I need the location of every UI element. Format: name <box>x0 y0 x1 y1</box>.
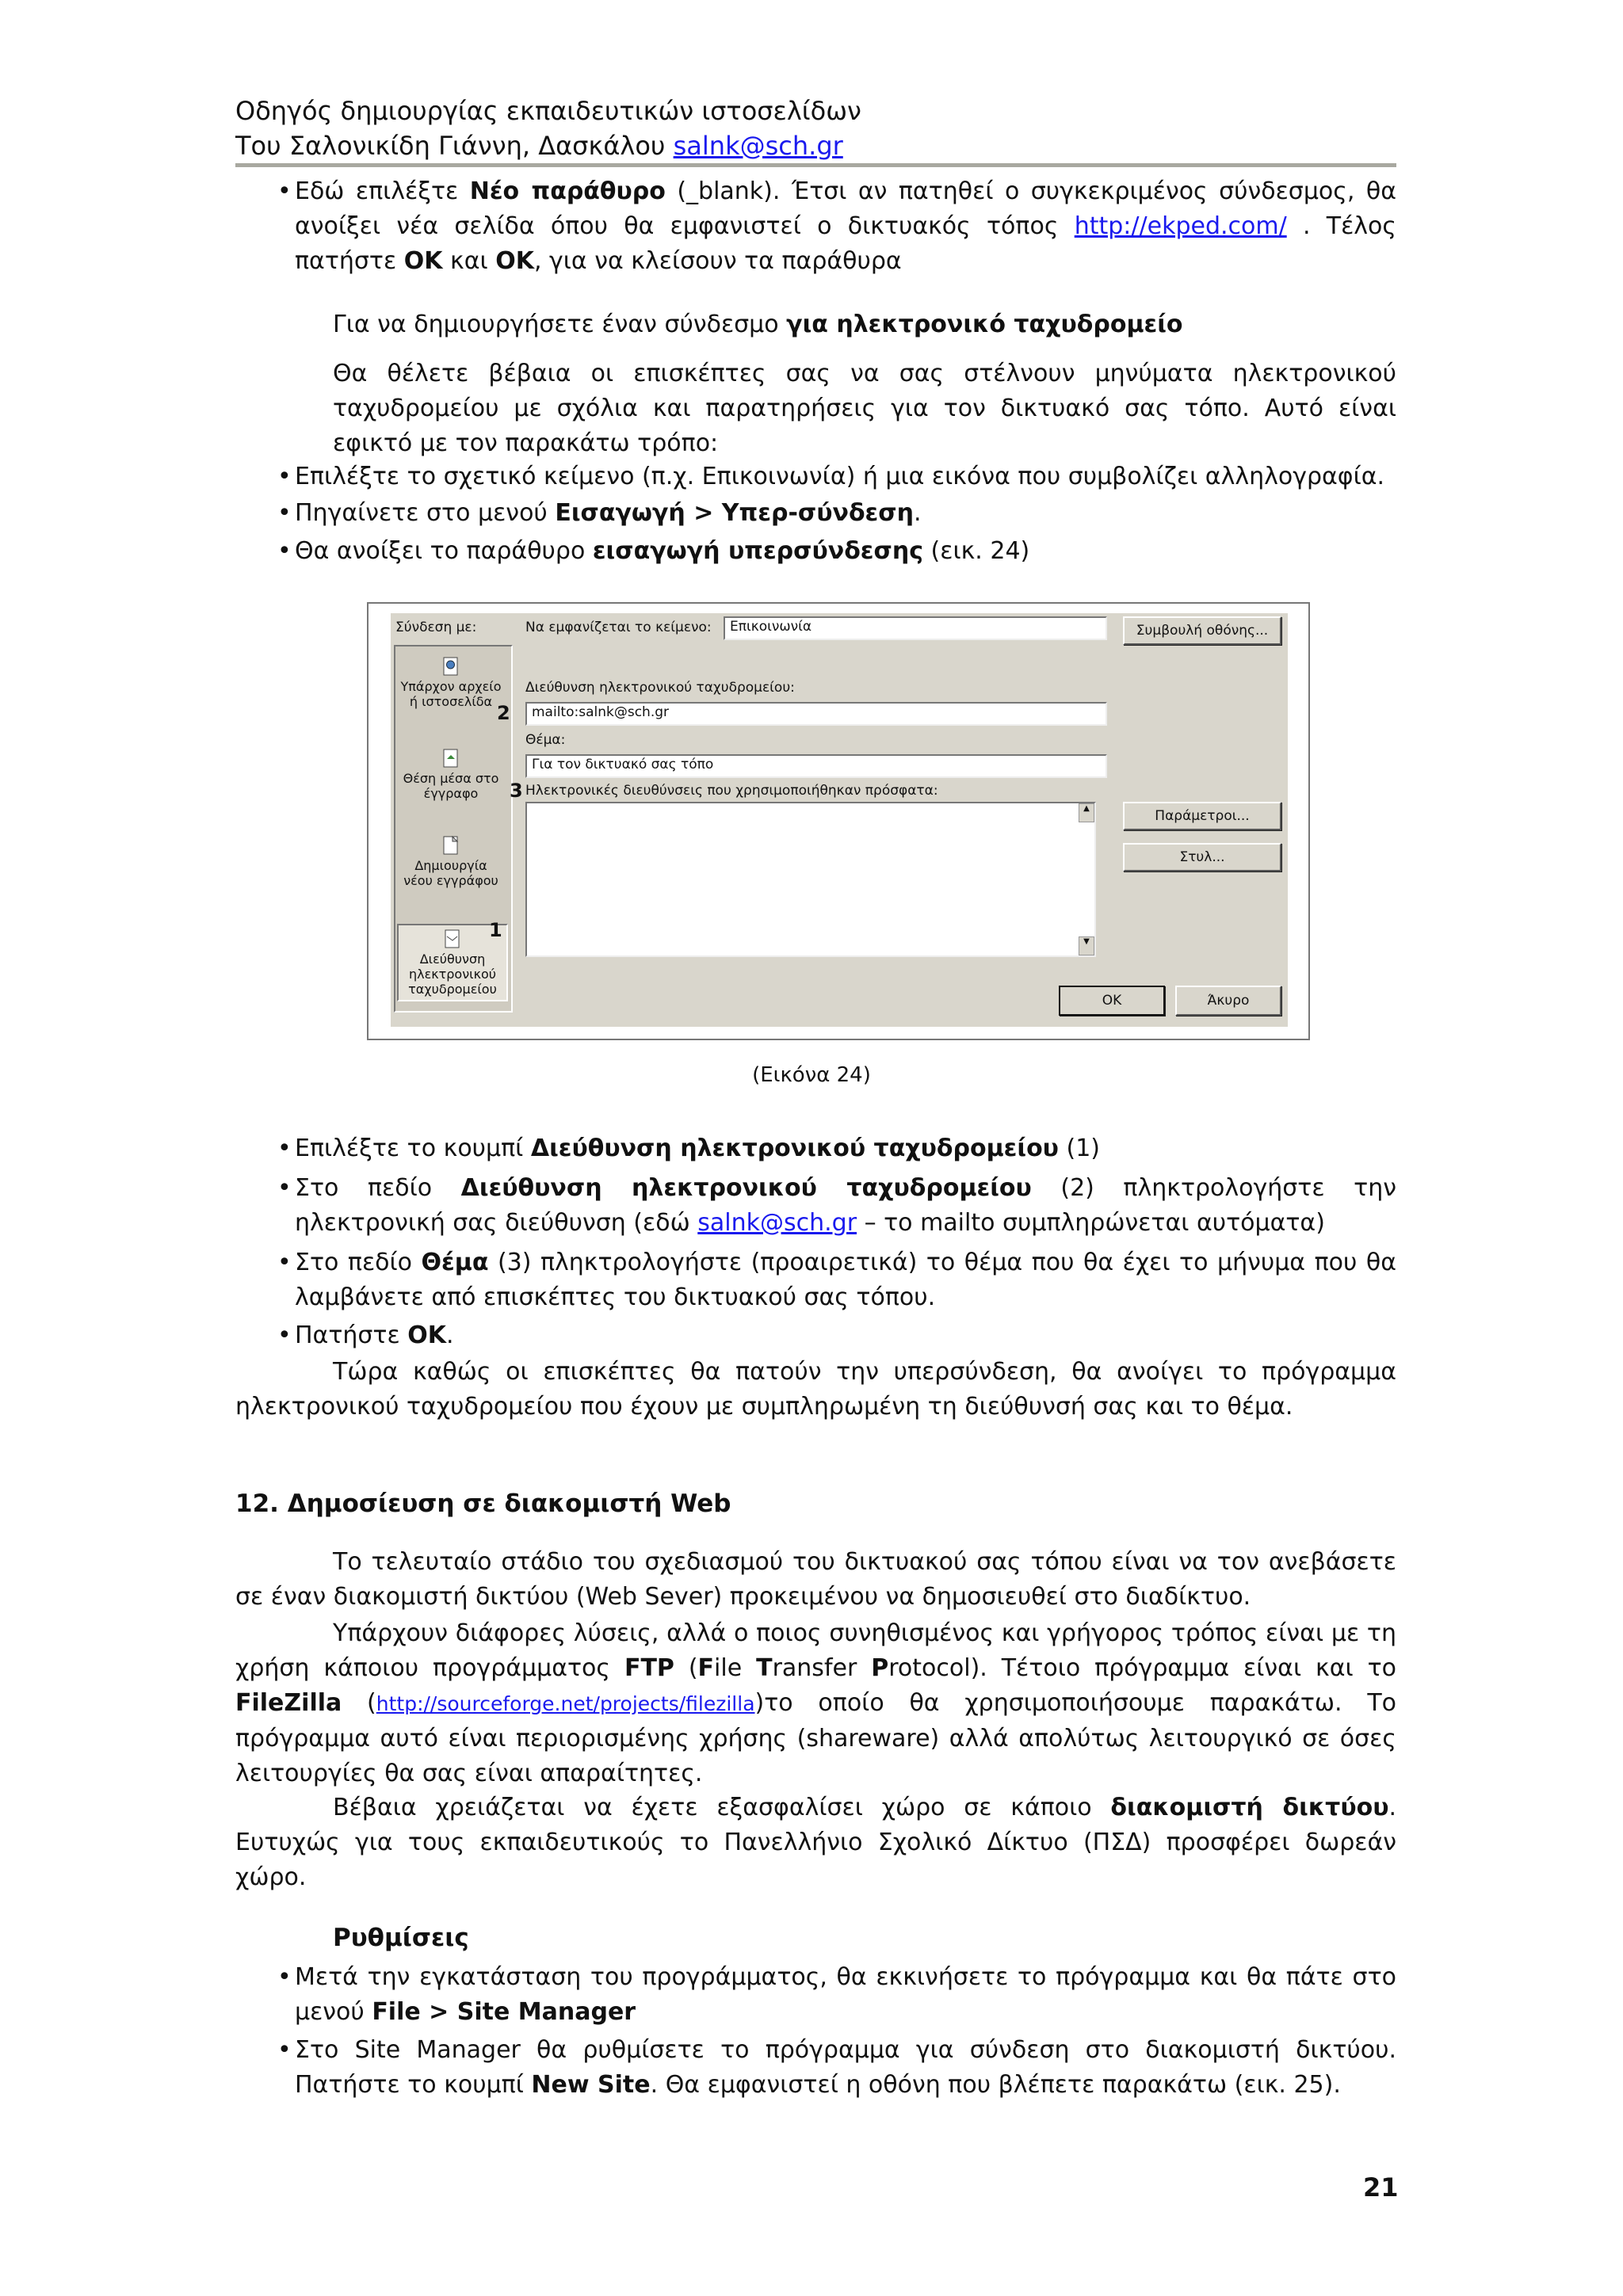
ekped-link[interactable]: http://ekped.com/ <box>1074 212 1287 240</box>
figure-caption: (Εικόνα 24) <box>752 1063 871 1087</box>
link-bar-place-in-document[interactable]: Θέση μέσα στο έγγραφο <box>399 748 503 801</box>
bullet-press-ok: • Πατήστε OK. <box>277 1322 454 1349</box>
email-address-label: Διεύθυνση ηλεκτρονικού ταχυδρομείου: <box>525 680 795 696</box>
bullet-select-text: • Επιλέξτε το σχετικό κείμενο (π.χ. Επικοινωνία) ή μια εικόνα που συμβολίζει αλληλογραφία. <box>277 463 1385 490</box>
bullet-select-email-button: • Επιλέξτε το κουμπί Διεύθυνση ηλεκτρονικού ταχυδρομείου (1) <box>277 1135 1100 1162</box>
hyperlink-dialog <box>391 613 1288 1027</box>
header-rule <box>235 163 1396 167</box>
email-icon <box>444 929 461 949</box>
page-header <box>235 93 861 163</box>
subject-label: Θέμα: <box>525 732 566 748</box>
link-with-bar <box>394 645 513 1013</box>
bullet-insert-menu: • Πηγαίνετε στο μενού Εισαγωγή > Υπερ-σύνδεση. <box>277 499 922 527</box>
subject-input[interactable]: Για τον δικτυακό σας τόπο <box>525 754 1107 778</box>
recent-addresses-label: Ηλεκτρονικές διευθύνσεις που χρησιμοποιήθηκαν πρόσφατα: <box>525 783 938 799</box>
bullet-open-dialog: • Θα ανοίξει το παράθυρο εισαγωγή υπερσύνδεσης (εικ. 24) <box>277 537 1030 565</box>
document-place-icon <box>442 748 460 769</box>
scroll-up-arrow[interactable]: ▲ <box>1079 803 1094 822</box>
parameters-button[interactable]: Παράμετροι... <box>1123 802 1281 830</box>
text-to-display-input[interactable]: Επικοινωνία <box>724 616 1107 640</box>
bullet-site-manager-menu: • Μετά την εγκατάσταση του προγράμματος, θα εκκινήσετε το πρόγραμμα και θα πάτε στο μενού File > Site Manager <box>277 1963 1396 2026</box>
figure-24-insert-hyperlink-dialog <box>367 602 1310 1040</box>
email-address-input[interactable]: mailto:salnk@sch.gr <box>525 702 1107 726</box>
bullet-new-window: • Εδώ επιλέξτε Νέο παράθυρο (_blank). Έτσι αν πατηθεί ο συγκεκριμένος σύνδεσμος, θα ανοίξει νέα σελίδα όπου θα εμφανιστεί ο δικτυακός τόπος http://ekped.com/ . Τέλος πατήστε OK και OK, για να κλείσουν τα παράθυρα <box>277 177 1396 275</box>
style-button[interactable]: Στυλ... <box>1123 843 1281 871</box>
screentip-button[interactable]: Συμβουλή οθόνης... <box>1123 616 1281 645</box>
marker-2: 2 <box>497 702 510 724</box>
cancel-button[interactable]: Άκυρο <box>1175 986 1281 1016</box>
section-paragraph-2: Υπάρχουν διάφορες λύσεις, αλλά ο ποιος συνηθισμένος και γρήγορος τρόπος είναι με τη χρήση κάποιου προγράμματος FTP (File Transfer Protocol). Τέτοιο πρόγραμμα είναι και το FileZilla (http://sourceforge.net/projects/filezilla)το οποίο θα χρησιμοποιήσουμε παρακάτω. Το πρόγραμμα αυτό είναι περιορισμένης χρήσης (shareware) αλλά απολύτως λειτουργικό σε όσες λειτουργίες θα σας είναι απαραίτητες. <box>235 1619 1396 1787</box>
after-paragraph: Τώρα καθώς οι επισκέπτες θα πατούν την υπερσύνδεση, θα ανοίγει το πρόγραμμα ηλεκτρονικού ταχυδρομείου που έχουν με συμπληρωμένη τη διεύθυνσή σας και το θέμα. <box>235 1358 1396 1421</box>
link-with-label: Σύνδεση με: <box>395 620 477 635</box>
marker-1: 1 <box>489 919 502 941</box>
header-author: Του Σαλονικίδη Γιάννη, Δασκάλου salnk@sch.gr <box>235 131 843 161</box>
page-number: 21 <box>1363 2172 1399 2203</box>
link-bar-email-address[interactable]: Διεύθυνση ηλεκτρονικού ταχυδρομείου <box>397 924 508 1001</box>
email-link-intro: Για να δημιουργήσετε έναν σύνδεσμο για ηλεκτρονικό ταχυδρομείο <box>333 311 1183 338</box>
bullet-email-field: • Στο πεδίο Διεύθυνση ηλεκτρονικού ταχυδρομείου (2) πληκτρολογήστε την ηλεκτρονική σας διεύθυνση (εδώ salnk@sch.gr – το mailto συμπληρώνεται αυτόματα) <box>277 1174 1396 1237</box>
header-title: Οδηγός δημιουργίας εκπαιδευτικών ιστοσελίδων <box>235 96 861 126</box>
scroll-down-arrow[interactable]: ▼ <box>1079 936 1094 955</box>
email-paragraph: Θα θέλετε βέβαια οι επισκέπτες σας να σας στέλνουν μηνύματα ηλεκτρονικού ταχυδρομείου με σχόλια και παρατηρήσεις για τον δικτυακό σας τόπο. Αυτό είναι εφικτό με τον παρακάτω τρόπο: <box>333 360 1396 457</box>
new-document-icon <box>442 835 460 856</box>
email-link[interactable]: salnk@sch.gr <box>697 1209 857 1237</box>
filezilla-link[interactable]: http://sourceforge.net/projects/filezilla <box>376 1692 755 1715</box>
header-email-link[interactable]: salnk@sch.gr <box>673 131 843 161</box>
settings-heading: Ρυθμίσεις <box>333 1924 469 1952</box>
bullet-new-site: • Στο Site Manager θα ρυθμίσετε το πρόγραμμα για σύνδεση στο διακομιστή δικτύου. Πατήστε το κουμπί New Site. Θα εμφανιστεί η οθόνη που βλέπετε παρακάτω (εικ. 25). <box>277 2036 1396 2099</box>
recent-addresses-list[interactable] <box>525 802 1096 957</box>
web-page-icon <box>442 656 460 677</box>
section-heading: 12. Δημοσίευση σε διακομιστή Web <box>235 1489 731 1518</box>
link-bar-create-new-document[interactable]: Δημιουργία νέου εγγράφου <box>399 835 503 888</box>
bullet-subject-field: • Στο πεδίο Θέμα (3) πληκτρολογήστε (προαιρετικά) το θέμα που θα έχει το μήνυμα που θα λαμβάνετε από επισκέπτες του δικτυακού σας τόπου. <box>277 1249 1396 1311</box>
marker-3: 3 <box>510 780 523 802</box>
section-paragraph-1: Το τελευταίο στάδιο του σχεδιασμού του δικτυακού σας τόπου είναι να τον ανεβάσετε σε έναν διακομιστή δικτύου (Web Sever) προκειμένου να δημοσιευθεί στο διαδίκτυο. <box>235 1548 1396 1611</box>
text-to-display-label: Να εμφανίζεται το κείμενο: <box>525 620 712 635</box>
ok-button[interactable]: OK <box>1059 986 1165 1016</box>
section-paragraph-3: Βέβαια χρειάζεται να έχετε εξασφαλίσει χώρο σε κάποιο διακομιστή δικτύου. Ευτυχώς για τους εκπαιδευτικούς το Πανελλήνιο Σχολικό Δίκτυο (ΠΣΔ) προσφέρει δωρεάν χώρο. <box>235 1794 1396 1891</box>
link-bar-existing-file[interactable]: Υπάρχον αρχείο ή ιστοσελίδα <box>399 656 503 709</box>
